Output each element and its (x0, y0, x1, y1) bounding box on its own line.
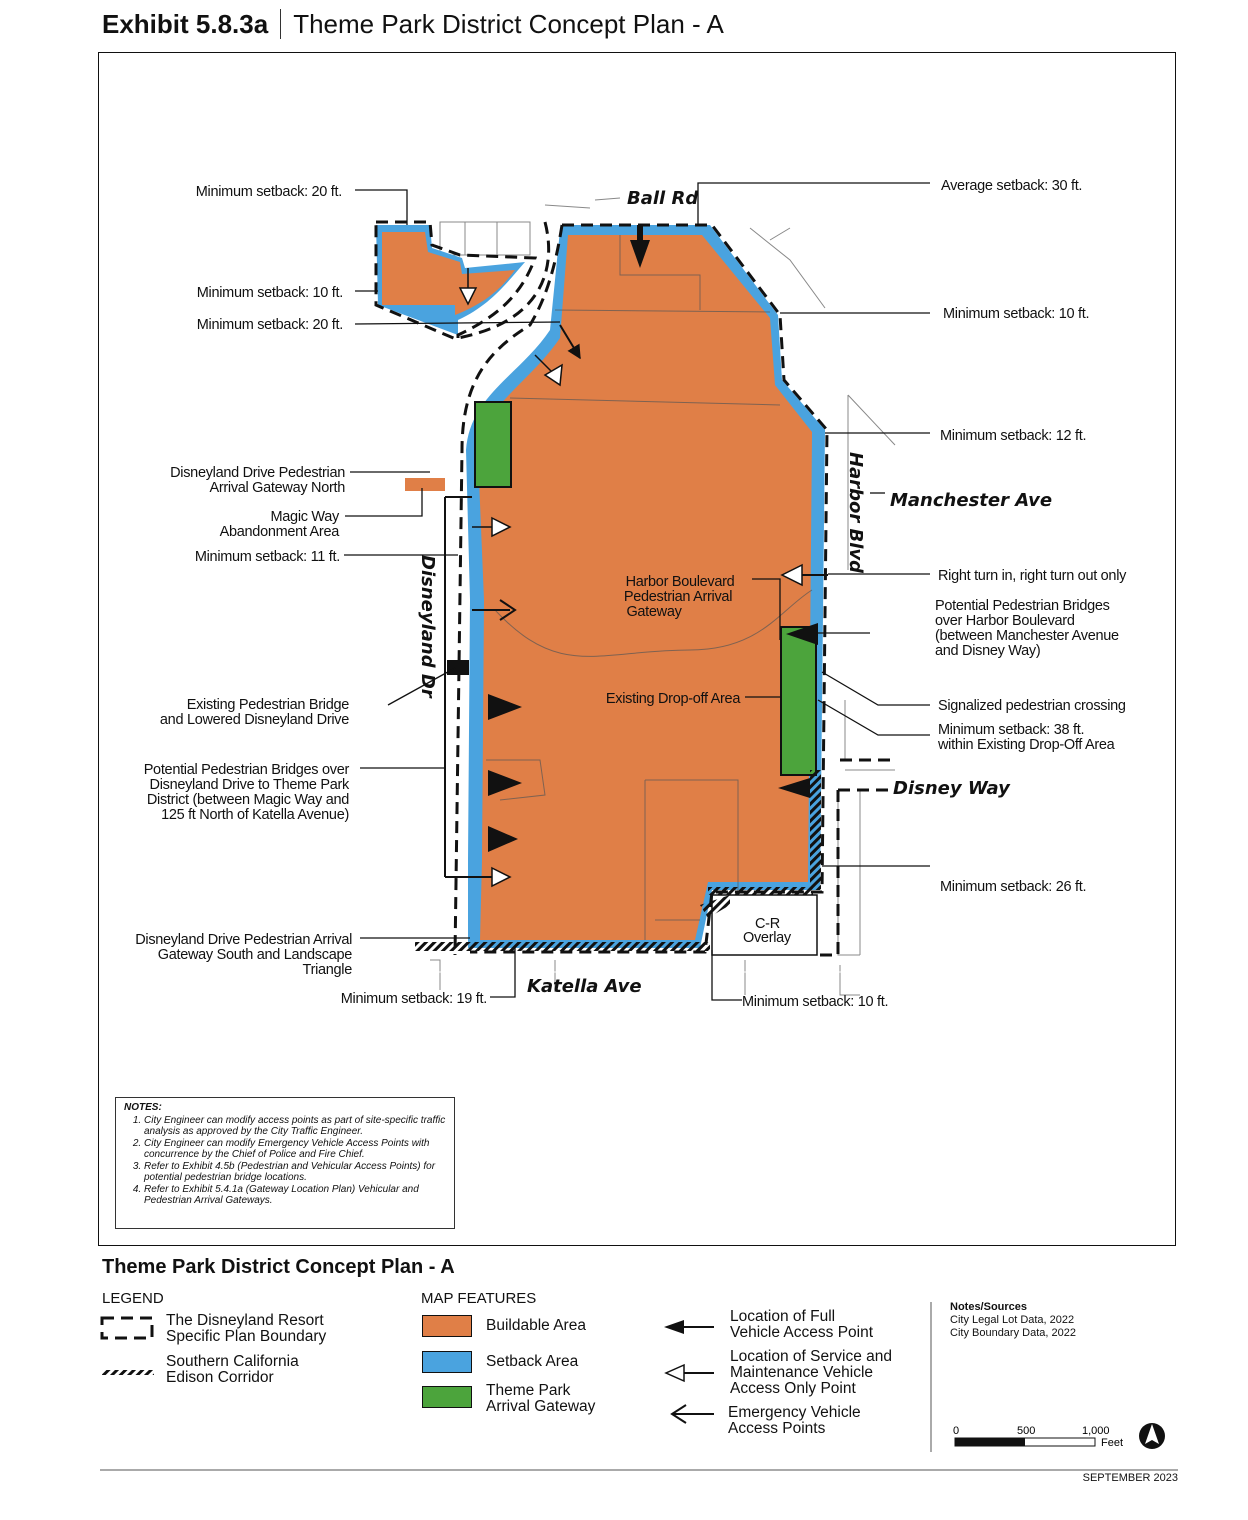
buildable-swatch (422, 1315, 472, 1337)
callout-avg30: Average setback: 30 ft. (941, 178, 1083, 194)
road-katella: Katella Ave (527, 976, 642, 997)
note-item: 3. Refer to Exhibit 4.5b (Pedestrian and Vehicular Access Points) for potential pedestrian bridge locations. (144, 1161, 446, 1184)
source-1: City Legal Lot Data, 2022 (950, 1314, 1075, 1326)
callout-exist-bridge-2: and Lowered Disneyland Drive (159, 712, 349, 728)
magic-way-area (405, 478, 445, 491)
callout-pot-bridge-dd-1: Potential Pedestrian Bridges over (143, 762, 349, 778)
callout-exist-bridge-1: Existing Pedestrian Bridge (186, 697, 349, 713)
emergency-line-1: Emergency Vehicle (728, 1404, 861, 1421)
north-arrow-icon (1139, 1423, 1165, 1449)
service-arrow-icon (666, 1365, 684, 1381)
callout-pot-bridge-hb-2: over Harbor Boulevard (935, 613, 1075, 629)
harbor-gateway-label-3: Gateway (626, 604, 682, 620)
publication-date: SEPTEMBER 2023 (1082, 1472, 1178, 1484)
service-line-2: Maintenance Vehicle (730, 1364, 874, 1381)
callout-gateway-north-2: Arrival Gateway North (209, 480, 345, 496)
legend-sce-swatch (102, 1370, 154, 1375)
callout-min10-bottom: Minimum setback: 10 ft. (742, 994, 889, 1010)
map-features-heading: MAP FEATURES (421, 1290, 537, 1307)
callout-gateway-south-3: Triangle (302, 962, 352, 978)
legend-sce-line-2: Edison Corridor (166, 1369, 274, 1386)
full-access-line-1: Location of Full (730, 1308, 836, 1325)
callout-min11: Minimum setback: 11 ft. (194, 549, 340, 565)
callout-gateway-south-2: Gateway South and Landscape (157, 947, 352, 963)
scale-500: 500 (1017, 1425, 1036, 1437)
gateway-north (475, 402, 511, 487)
emergency-label (728, 1405, 861, 1437)
gateway-harbor (781, 627, 816, 775)
note-item: 1. City Engineer can modify access points as part of site-specific traffic analysis as approved by the City Traffic Engineer. (144, 1115, 446, 1138)
page-title: Theme Park District Concept Plan - A (293, 8, 724, 39)
callout-pot-bridge-dd-4: 125 ft North of Katella Avenue) (161, 807, 349, 823)
full-access-label (730, 1309, 873, 1341)
callout-pot-bridge-hb-4: and Disney Way) (935, 643, 1041, 659)
setback-swatch (422, 1351, 472, 1373)
harbor-gateway-label-1: Harbor Boulevard (625, 574, 735, 590)
note-item: 2. City Engineer can modify Emergency Vehicle Access Points with concurrence by the Chief of Police and Fire Chief. (144, 1138, 446, 1161)
scale-0: 0 (953, 1425, 960, 1437)
callout-gateway-south-1: Disneyland Drive Pedestrian Arrival (135, 932, 352, 948)
service-line-3: Access Only Point (730, 1380, 856, 1397)
scale-bar (955, 1438, 1025, 1446)
legend-sce-label (166, 1354, 299, 1386)
dropoff-label: Existing Drop-off Area (605, 691, 741, 707)
road-disneyland-dr: Disneyland Dr (417, 555, 438, 698)
exhibit-number: Exhibit 5.8.3a (102, 8, 269, 39)
footer-title: Theme Park District Concept Plan - A (102, 1256, 455, 1278)
callout-pot-bridge-hb-3: (between Manchester Avenue (935, 628, 1119, 644)
legend-heading: LEGEND (102, 1290, 164, 1307)
road-ball: Ball Rd (627, 188, 699, 209)
cr-overlay-label: C-R (755, 916, 780, 932)
service-label (730, 1349, 892, 1397)
existing-bridge-mark (447, 660, 469, 675)
callout-signalized: Signalized pedestrian crossing (938, 698, 1126, 714)
callout-min12: Minimum setback: 12 ft. (940, 428, 1087, 444)
callout-min20-mid: Minimum setback: 20 ft. (196, 317, 343, 333)
gateway-swatch (422, 1386, 472, 1408)
gateway-label (486, 1383, 595, 1415)
scale-1000: 1,000 (1082, 1425, 1110, 1437)
callout-min38-2: within Existing Drop-Off Area (938, 737, 1115, 753)
road-manchester: Manchester Ave (890, 490, 1053, 511)
callout-min19: Minimum setback: 19 ft. (340, 991, 487, 1007)
nw-buildable (382, 232, 515, 315)
scale-unit: Feet (1101, 1437, 1124, 1449)
callout-gateway-north-1: Disneyland Drive Pedestrian (170, 465, 345, 481)
full-access-arrow-icon (664, 1320, 684, 1334)
road-harbor: Harbor Blvd (845, 452, 866, 573)
callout-min38-1: Minimum setback: 38 ft. (938, 722, 1085, 738)
full-access-line-2: Vehicle Access Point (730, 1324, 874, 1341)
setback-label: Setback Area (486, 1353, 579, 1370)
harbor-gateway-label-2: Pedestrian Arrival (623, 589, 733, 605)
callout-min26: Minimum setback: 26 ft. (940, 879, 1087, 895)
service-line-1: Location of Service and (730, 1348, 892, 1365)
notes-heading: NOTES: (124, 1102, 162, 1113)
legend-sce-line-1: Southern California (166, 1353, 299, 1370)
gateway-label-2: Arrival Gateway (486, 1398, 596, 1415)
callout-min10-right: Minimum setback: 10 ft. (943, 306, 1090, 322)
notes-box (115, 1097, 455, 1229)
road-disney-way: Disney Way (893, 778, 1010, 799)
sources-heading: Notes/Sources (950, 1301, 1028, 1313)
callout-pot-bridge-hb-1: Potential Pedestrian Bridges (935, 598, 1110, 614)
callout-pot-bridge-dd-2: Disneyland Drive to Theme Park (149, 777, 349, 793)
source-2: City Boundary Data, 2022 (950, 1327, 1076, 1339)
callout-magic-way-1: Magic Way (270, 509, 339, 525)
buildable-label: Buildable Area (486, 1317, 586, 1334)
legend-boundary-line-2: Specific Plan Boundary (166, 1328, 327, 1345)
legend-boundary-label (166, 1313, 326, 1345)
callout-min20-top: Minimum setback: 20 ft. (195, 184, 342, 200)
legend-boundary-line-1: The Disneyland Resort (166, 1312, 324, 1329)
cr-overlay-label-2: Overlay (743, 930, 791, 946)
gateway-label-1: Theme Park (486, 1382, 571, 1399)
callout-min10-left: Minimum setback: 10 ft. (196, 285, 343, 301)
callout-magic-way-2: Abandonment Area (219, 524, 339, 540)
callout-pot-bridge-dd-3: District (between Magic Way and (146, 792, 349, 808)
callout-right-turn: Right turn in, right turn out only (938, 568, 1127, 584)
sce-corridor-east (810, 770, 821, 890)
sce-corridor-south (415, 942, 710, 951)
note-item: 4. Refer to Exhibit 5.4.1a (Gateway Location Plan) Vehicular and Pedestrian Arrival Gateways. (144, 1184, 446, 1207)
emergency-line-2: Access Points (728, 1420, 826, 1437)
legend-boundary-swatch (102, 1318, 152, 1338)
